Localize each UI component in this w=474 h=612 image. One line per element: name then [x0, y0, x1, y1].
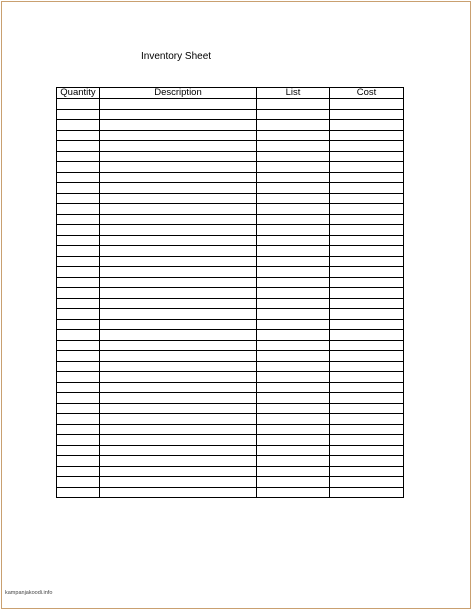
table-row: [57, 445, 404, 456]
table-cell-cost[interactable]: [330, 435, 404, 446]
table-cell-qty[interactable]: [57, 267, 100, 278]
table-row: [57, 414, 404, 425]
table-cell-qty[interactable]: [57, 435, 100, 446]
table-row: [57, 288, 404, 299]
column-header-description: Description: [100, 88, 257, 99]
inventory-table: [56, 87, 404, 498]
table-cell-cost[interactable]: [330, 288, 404, 299]
table-row: [57, 172, 404, 183]
table-cell-qty[interactable]: [57, 351, 100, 362]
table-row: [57, 298, 404, 309]
table-cell-desc[interactable]: [100, 214, 257, 225]
table-cell-list[interactable]: [257, 277, 330, 288]
table-cell-list[interactable]: [257, 214, 330, 225]
table-cell-qty[interactable]: [57, 172, 100, 183]
table-row: [57, 225, 404, 236]
table-cell-qty[interactable]: [57, 361, 100, 372]
table-cell-qty[interactable]: [57, 403, 100, 414]
table-cell-qty[interactable]: [57, 151, 100, 162]
table-cell-qty[interactable]: [57, 466, 100, 477]
table-cell-qty[interactable]: [57, 298, 100, 309]
table-cell-qty[interactable]: [57, 109, 100, 120]
table-cell-cost[interactable]: [330, 256, 404, 267]
table-cell-desc[interactable]: [100, 393, 257, 404]
table-cell-desc[interactable]: [100, 309, 257, 320]
table-row: [57, 372, 404, 383]
table-cell-qty[interactable]: [57, 277, 100, 288]
table-cell-desc[interactable]: [100, 466, 257, 477]
table-cell-desc[interactable]: [100, 225, 257, 236]
table-cell-desc[interactable]: [100, 172, 257, 183]
table-cell-qty[interactable]: [57, 225, 100, 236]
table-cell-cost[interactable]: [330, 372, 404, 383]
table-cell-qty[interactable]: [57, 445, 100, 456]
table-cell-cost[interactable]: [330, 120, 404, 131]
table-row: [57, 151, 404, 162]
table-row: [57, 319, 404, 330]
table-cell-desc[interactable]: [100, 382, 257, 393]
table-cell-list[interactable]: [257, 330, 330, 341]
table-row: [57, 204, 404, 215]
table-cell-cost[interactable]: [330, 466, 404, 477]
footer-watermark: kampanjakoodi.info: [5, 590, 53, 596]
table-cell-cost[interactable]: [330, 445, 404, 456]
table-row: [57, 340, 404, 351]
table-cell-qty[interactable]: [57, 141, 100, 152]
table-row: [57, 393, 404, 404]
table-cell-cost[interactable]: [330, 130, 404, 141]
table-cell-cost[interactable]: [330, 267, 404, 278]
table-cell-desc[interactable]: [100, 330, 257, 341]
table-cell-qty[interactable]: [57, 183, 100, 194]
table-cell-cost[interactable]: [330, 319, 404, 330]
table-cell-list[interactable]: [257, 246, 330, 257]
table-cell-cost[interactable]: [330, 298, 404, 309]
table-cell-list[interactable]: [257, 235, 330, 246]
table-cell-list[interactable]: [257, 130, 330, 141]
table-cell-cost[interactable]: [330, 424, 404, 435]
table-cell-list[interactable]: [257, 361, 330, 372]
table-cell-list[interactable]: [257, 225, 330, 236]
table-cell-cost[interactable]: [330, 361, 404, 372]
table-cell-list[interactable]: [257, 120, 330, 131]
table-cell-desc[interactable]: [100, 487, 257, 498]
table-cell-cost[interactable]: [330, 225, 404, 236]
table-cell-list[interactable]: [257, 256, 330, 267]
table-cell-desc[interactable]: [100, 151, 257, 162]
table-cell-list[interactable]: [257, 309, 330, 320]
table-cell-cost[interactable]: [330, 99, 404, 110]
table-cell-qty[interactable]: [57, 319, 100, 330]
table-cell-list[interactable]: [257, 319, 330, 330]
table-cell-qty[interactable]: [57, 235, 100, 246]
table-cell-list[interactable]: [257, 162, 330, 173]
table-cell-qty[interactable]: [57, 214, 100, 225]
table-cell-list[interactable]: [257, 151, 330, 162]
table-cell-desc[interactable]: [100, 414, 257, 425]
table-cell-list[interactable]: [257, 183, 330, 194]
table-cell-list[interactable]: [257, 288, 330, 299]
table-cell-desc[interactable]: [100, 99, 257, 110]
table-cell-desc[interactable]: [100, 120, 257, 131]
table-cell-cost[interactable]: [330, 393, 404, 404]
table-cell-cost[interactable]: [330, 351, 404, 362]
table-cell-list[interactable]: [257, 382, 330, 393]
table-cell-list[interactable]: [257, 172, 330, 183]
table-cell-list[interactable]: [257, 424, 330, 435]
table-cell-cost[interactable]: [330, 246, 404, 257]
table-row: [57, 99, 404, 110]
table-cell-cost[interactable]: [330, 204, 404, 215]
table-row: [57, 109, 404, 120]
table-cell-desc[interactable]: [100, 256, 257, 267]
table-cell-qty[interactable]: [57, 393, 100, 404]
table-cell-cost[interactable]: [330, 382, 404, 393]
table-cell-cost[interactable]: [330, 183, 404, 194]
table-cell-list[interactable]: [257, 141, 330, 152]
table-cell-list[interactable]: [257, 298, 330, 309]
table-cell-list[interactable]: [257, 109, 330, 120]
table-row: [57, 162, 404, 173]
table-cell-qty[interactable]: [57, 487, 100, 498]
table-cell-desc[interactable]: [100, 141, 257, 152]
table-row: [57, 120, 404, 131]
table-cell-cost[interactable]: [330, 309, 404, 320]
table-cell-list[interactable]: [257, 414, 330, 425]
table-cell-qty[interactable]: [57, 414, 100, 425]
table-cell-desc[interactable]: [100, 403, 257, 414]
table-row: [57, 382, 404, 393]
table-row: [57, 466, 404, 477]
table-cell-desc[interactable]: [100, 445, 257, 456]
table-row: [57, 183, 404, 194]
table-cell-cost[interactable]: [330, 141, 404, 152]
table-header-row: [57, 88, 404, 99]
table-cell-cost[interactable]: [330, 403, 404, 414]
table-cell-qty[interactable]: [57, 99, 100, 110]
table-cell-qty[interactable]: [57, 424, 100, 435]
table-cell-desc[interactable]: [100, 235, 257, 246]
table-cell-cost[interactable]: [330, 109, 404, 120]
table-row: [57, 456, 404, 467]
table-cell-list[interactable]: [257, 403, 330, 414]
table-cell-qty[interactable]: [57, 162, 100, 173]
table-cell-cost[interactable]: [330, 340, 404, 351]
table-cell-qty[interactable]: [57, 340, 100, 351]
table-row: [57, 256, 404, 267]
table-body: [57, 99, 404, 498]
table-cell-desc[interactable]: [100, 204, 257, 215]
table-cell-desc[interactable]: [100, 109, 257, 120]
table-cell-list[interactable]: [257, 340, 330, 351]
table-cell-cost[interactable]: [330, 151, 404, 162]
table-cell-desc[interactable]: [100, 435, 257, 446]
table-cell-qty[interactable]: [57, 246, 100, 257]
table-cell-cost[interactable]: [330, 414, 404, 425]
table-cell-desc[interactable]: [100, 130, 257, 141]
table-cell-list[interactable]: [257, 351, 330, 362]
table-cell-qty[interactable]: [57, 193, 100, 204]
table-cell-list[interactable]: [257, 477, 330, 488]
table-cell-cost[interactable]: [330, 277, 404, 288]
table-cell-desc[interactable]: [100, 340, 257, 351]
table-cell-list[interactable]: [257, 445, 330, 456]
table-cell-list[interactable]: [257, 372, 330, 383]
table-row: [57, 487, 404, 498]
table-cell-desc[interactable]: [100, 267, 257, 278]
table-cell-cost[interactable]: [330, 172, 404, 183]
table-cell-qty[interactable]: [57, 330, 100, 341]
table-cell-list[interactable]: [257, 393, 330, 404]
table-cell-qty[interactable]: [57, 372, 100, 383]
table-row: [57, 130, 404, 141]
table-cell-list[interactable]: [257, 487, 330, 498]
table-cell-cost[interactable]: [330, 330, 404, 341]
table-cell-cost[interactable]: [330, 235, 404, 246]
table-cell-cost[interactable]: [330, 193, 404, 204]
table-row: [57, 330, 404, 341]
table-cell-cost[interactable]: [330, 456, 404, 467]
table-cell-desc[interactable]: [100, 372, 257, 383]
table-cell-cost[interactable]: [330, 487, 404, 498]
column-header-cost: Cost: [330, 88, 404, 99]
table-cell-qty[interactable]: [57, 288, 100, 299]
table-row: [57, 361, 404, 372]
table-cell-qty[interactable]: [57, 456, 100, 467]
table-row: [57, 246, 404, 257]
table-row: [57, 403, 404, 414]
table-cell-list[interactable]: [257, 267, 330, 278]
table-cell-qty[interactable]: [57, 130, 100, 141]
table-cell-desc[interactable]: [100, 277, 257, 288]
table-row: [57, 214, 404, 225]
table-row: [57, 424, 404, 435]
table-cell-list[interactable]: [257, 466, 330, 477]
table-cell-desc[interactable]: [100, 456, 257, 467]
table-row: [57, 193, 404, 204]
column-header-list: List: [257, 88, 330, 99]
table-cell-qty[interactable]: [57, 382, 100, 393]
table-row: [57, 267, 404, 278]
table-cell-qty[interactable]: [57, 204, 100, 215]
table-cell-desc[interactable]: [100, 424, 257, 435]
table-row: [57, 435, 404, 446]
table-cell-desc[interactable]: [100, 183, 257, 194]
table-cell-cost[interactable]: [330, 477, 404, 488]
table-cell-desc[interactable]: [100, 298, 257, 309]
table-cell-list[interactable]: [257, 204, 330, 215]
table-cell-desc[interactable]: [100, 162, 257, 173]
table-cell-list[interactable]: [257, 99, 330, 110]
table-cell-qty[interactable]: [57, 309, 100, 320]
table-cell-desc[interactable]: [100, 351, 257, 362]
table-row: [57, 477, 404, 488]
table-cell-cost[interactable]: [330, 214, 404, 225]
sheet-title: Inventory Sheet: [141, 51, 212, 62]
table-cell-list[interactable]: [257, 193, 330, 204]
table-cell-list[interactable]: [257, 456, 330, 467]
table-cell-qty[interactable]: [57, 256, 100, 267]
table-cell-desc[interactable]: [100, 246, 257, 257]
table-row: [57, 277, 404, 288]
table-row: [57, 141, 404, 152]
table-cell-qty[interactable]: [57, 477, 100, 488]
table-cell-cost[interactable]: [330, 162, 404, 173]
table-cell-desc[interactable]: [100, 288, 257, 299]
table-cell-list[interactable]: [257, 435, 330, 446]
table-cell-qty[interactable]: [57, 120, 100, 131]
table-cell-desc[interactable]: [100, 361, 257, 372]
table-row: [57, 309, 404, 320]
table-row: [57, 235, 404, 246]
table-row: [57, 351, 404, 362]
table-cell-desc[interactable]: [100, 477, 257, 488]
table-cell-desc[interactable]: [100, 193, 257, 204]
table-cell-desc[interactable]: [100, 319, 257, 330]
column-header-quantity: Quantity: [57, 88, 100, 99]
